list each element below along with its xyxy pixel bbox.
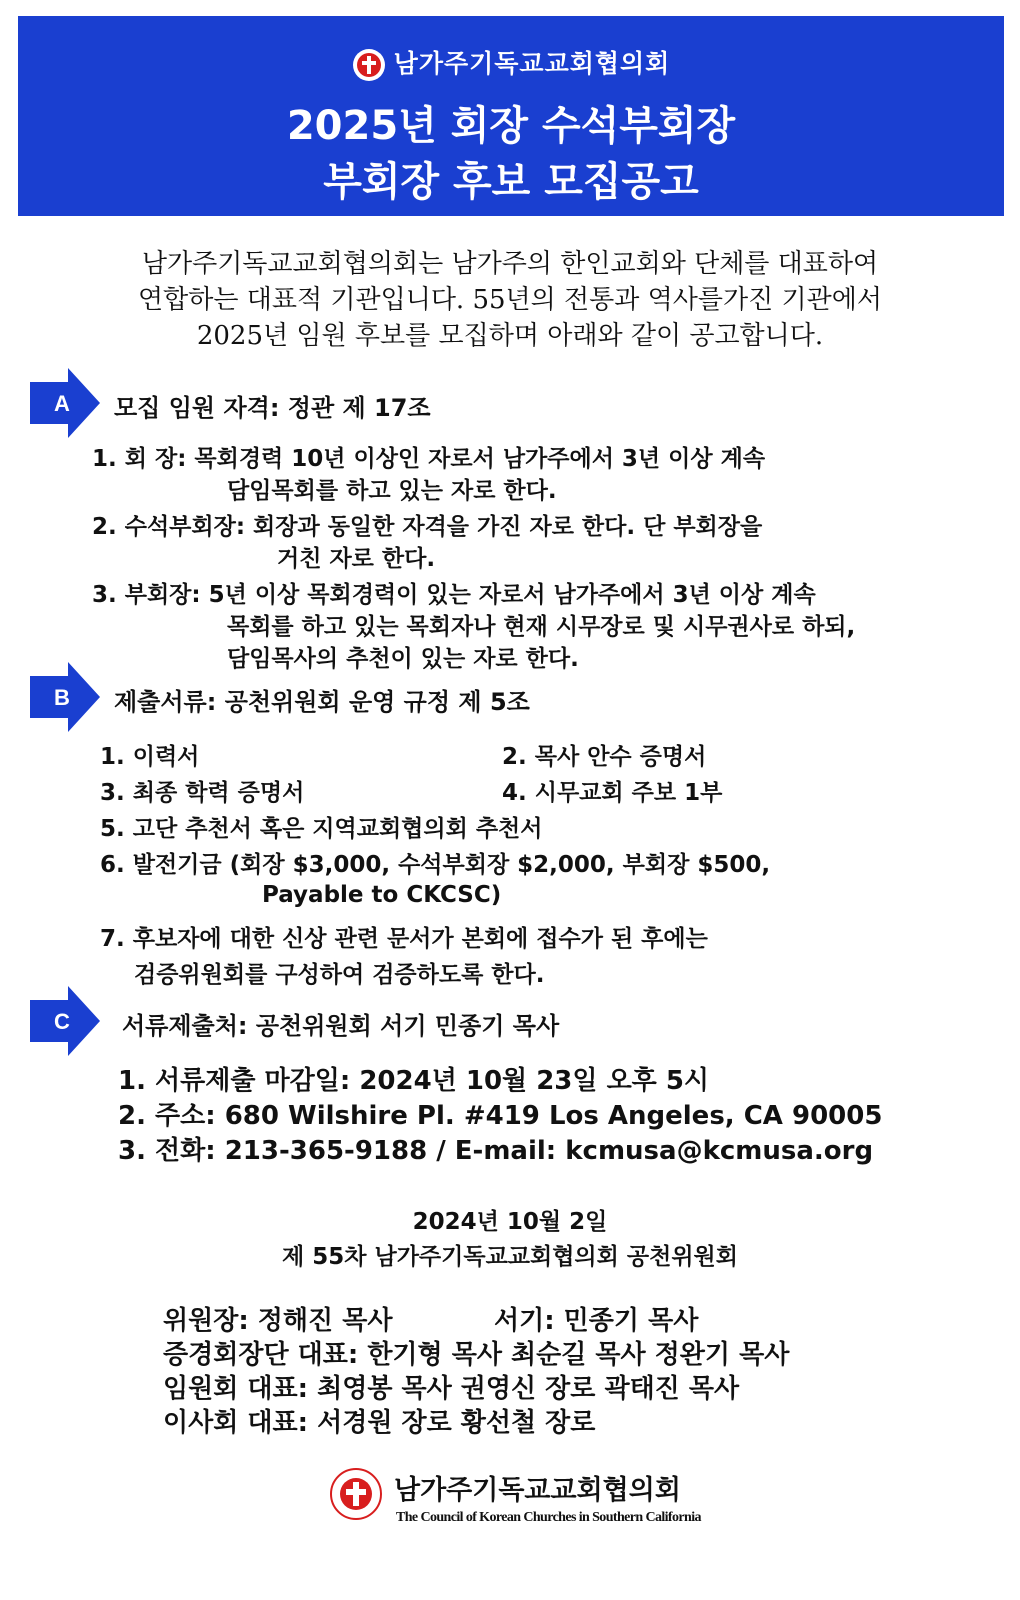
intro-line-1: 남가주기독교교회협의회는 남가주의 한인교회와 단체를 대표하여	[141, 249, 879, 279]
document-verification: 7. 후보자에 대한 신상 관련 문서가 본회에 접수가 된 후에는	[100, 926, 708, 952]
document-development-fund: 6. 발전기금 (회장 $3,000, 수석부회장 $2,000, 부회장 $500,	[100, 852, 771, 878]
officers-rep: 임원회 대표: 최영봉 목사 권영신 장로 곽태진 목사	[163, 1374, 740, 1404]
document-ordination-cert: 2. 목사 안수 증명서	[502, 744, 707, 770]
section-b-badge: B	[54, 685, 70, 710]
qualification-senior-vp-cont: 거친 자로 한다.	[277, 546, 436, 572]
committee-secretary: 서기: 민종기 목사	[494, 1306, 699, 1336]
header-title	[18, 98, 1004, 210]
qualification-vp-cont-1: 목회를 하고 있는 목회자나 현재 시무장로 및 시무권사로 하되,	[227, 614, 856, 640]
intro-line-2: 연합하는 대표적 기관입니다. 55년의 전통과 역사를가진 기관에서	[138, 285, 882, 315]
header-title-line-2: 부회장 후보 모집공고	[323, 159, 699, 205]
qualification-president: 1. 회 장: 목회경력 10년 이상인 자로서 남가주에서 3년 이상 계속	[92, 446, 766, 472]
header-org-line	[18, 44, 1004, 82]
committee-name: 제 55차 남가주기독교교회협의회 공천위원회	[282, 1244, 738, 1270]
qualification-vp-cont-2: 담임목사의 추천이 있는 자로 한다.	[227, 646, 579, 672]
submission-deadline: 1. 서류제출 마감일: 2024년 10월 23일 오후 5시	[118, 1066, 710, 1096]
church-cross-logo-icon	[330, 1468, 382, 1520]
section-c-title: 서류제출처: 공천위원회 서기 민종기 목사	[122, 1012, 560, 1040]
announcement-date: 2024년 10월 2일	[412, 1209, 608, 1235]
arrow-badge-icon	[30, 368, 100, 438]
document-development-fund-cont: Payable to CKCSC)	[262, 882, 502, 908]
section-b-title: 제출서류: 공천위원회 운영 규정 제 5조	[114, 688, 530, 716]
section-c-badge: C	[54, 1009, 70, 1034]
footer-org-korean: 남가주기독교교회협의회	[394, 1475, 681, 1506]
section-a-header	[30, 368, 990, 438]
header-title-line-1: 2025년 회장 수석부회장	[286, 103, 736, 149]
qualification-president-cont: 담임목회를 하고 있는 자로 한다.	[227, 478, 557, 504]
document-church-bulletin: 4. 시무교회 주보 1부	[502, 780, 723, 806]
section-c-header	[30, 986, 990, 1056]
church-cross-logo-icon	[352, 48, 386, 82]
intro-paragraph	[40, 246, 980, 354]
header-banner	[18, 16, 1004, 216]
submission-address: 2. 주소: 680 Wilshire Pl. #419 Los Angeles, CA 90005	[118, 1101, 883, 1131]
committee-chair: 위원장: 정해진 목사	[163, 1306, 393, 1336]
document-verification-cont: 검증위원회를 구성하여 검증하도록 한다.	[134, 962, 545, 988]
header-org-name: 남가주기독교교회협의회	[393, 49, 671, 78]
board-rep: 이사회 대표: 서경원 장로 황선철 장로	[163, 1408, 596, 1438]
document-recommendation: 5. 고단 추천서 혹은 지역교회협의회 추천서	[100, 816, 543, 842]
document-resume: 1. 이력서	[100, 744, 200, 770]
former-presidents-rep: 증경회장단 대표: 한기형 목사 최순길 목사 정완기 목사	[163, 1340, 790, 1370]
section-a-title: 모집 임원 자격: 정관 제 17조	[114, 394, 431, 422]
footer-org-english: The Council of Korean Churches in Southern California	[396, 1510, 701, 1525]
document-education-cert: 3. 최종 학력 증명서	[100, 780, 305, 806]
section-a-badge: A	[54, 391, 70, 416]
submission-contact: 3. 전화: 213-365-9188 / E-mail: kcmusa@kcmusa.org	[118, 1136, 874, 1166]
arrow-badge-icon	[30, 986, 100, 1056]
intro-line-3: 2025년 임원 후보를 모집하며 아래와 같이 공고합니다.	[196, 321, 824, 351]
qualification-vp: 3. 부회장: 5년 이상 목회경력이 있는 자로서 남가주에서 3년 이상 계속	[92, 582, 816, 608]
qualification-senior-vp: 2. 수석부회장: 회장과 동일한 자격을 가진 자로 한다. 단 부회장을	[92, 514, 763, 540]
arrow-badge-icon	[30, 662, 100, 732]
section-b-header	[30, 662, 990, 732]
